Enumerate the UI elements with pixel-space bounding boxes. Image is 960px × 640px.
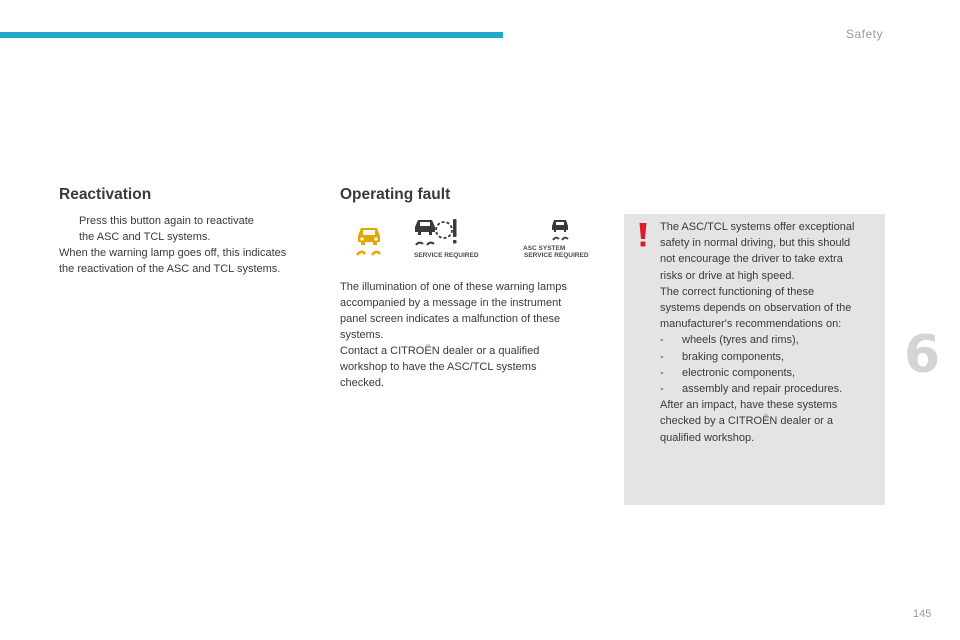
section-label: Safety [846,27,884,41]
chapter-number: 6 [904,325,941,385]
warning-list-item: - electronic components, [660,366,796,379]
asc-system-caption: ASC SYSTEM [523,245,566,252]
reactivation-body [59,213,321,277]
operating-fault-body [340,279,602,391]
reactivation-bullet [59,213,321,245]
header-accent-bar [0,32,503,38]
fault-paragraph-1: The illumination of one of these warning lamps accompanied by a message in the instrument panel screen indicates a malfunction of these systems. [340,281,567,341]
bullet-arrow-icon [59,213,79,245]
warning-list-item: - assembly and repair procedures. [660,383,843,396]
exclamation-warning-icon [639,223,647,247]
safety-warning-box [624,214,885,505]
service-warning-lamp-icon [413,218,459,248]
warning-lamps-row [340,218,610,262]
bullet-text-line2: the ASC and TCL systems. [79,231,211,243]
bullet-text-line1: Press this button again to reactivate [79,215,254,227]
warning-intro: The ASC/TCL systems offer exceptional safety in normal driving, but this should not encourage the driver to take extra risks or drive at high speed. The correct functioning of these systems depends on observation of the manufacturer's recommendations on: [660,221,855,331]
warning-outro: After an impact, have these systems checked by a CITROËN dealer or a qualified workshop. [660,399,838,444]
reactivation-heading: Reactivation [59,186,152,203]
service-required-caption: SERVICE REQUIRED [414,252,479,259]
warning-text [660,219,882,446]
skid-warning-lamp-icon [352,224,386,258]
asc-system-lamp-icon [523,218,603,244]
reactivation-paragraph: When the warning lamp goes off, this indicates the reactivation of the ASC and TCL systems. [59,247,287,275]
warning-list-item: - braking components, [660,350,785,363]
warning-list-item: - wheels (tyres and rims), [660,334,799,347]
operating-fault-heading: Operating fault [340,186,451,203]
asc-service-required-caption: SERVICE REQUIRED [524,252,589,259]
page-number: 145 [913,608,932,620]
fault-paragraph-2: Contact a CITROËN dealer or a qualified workshop to have the ASC/TCL systems checked. [340,345,540,389]
